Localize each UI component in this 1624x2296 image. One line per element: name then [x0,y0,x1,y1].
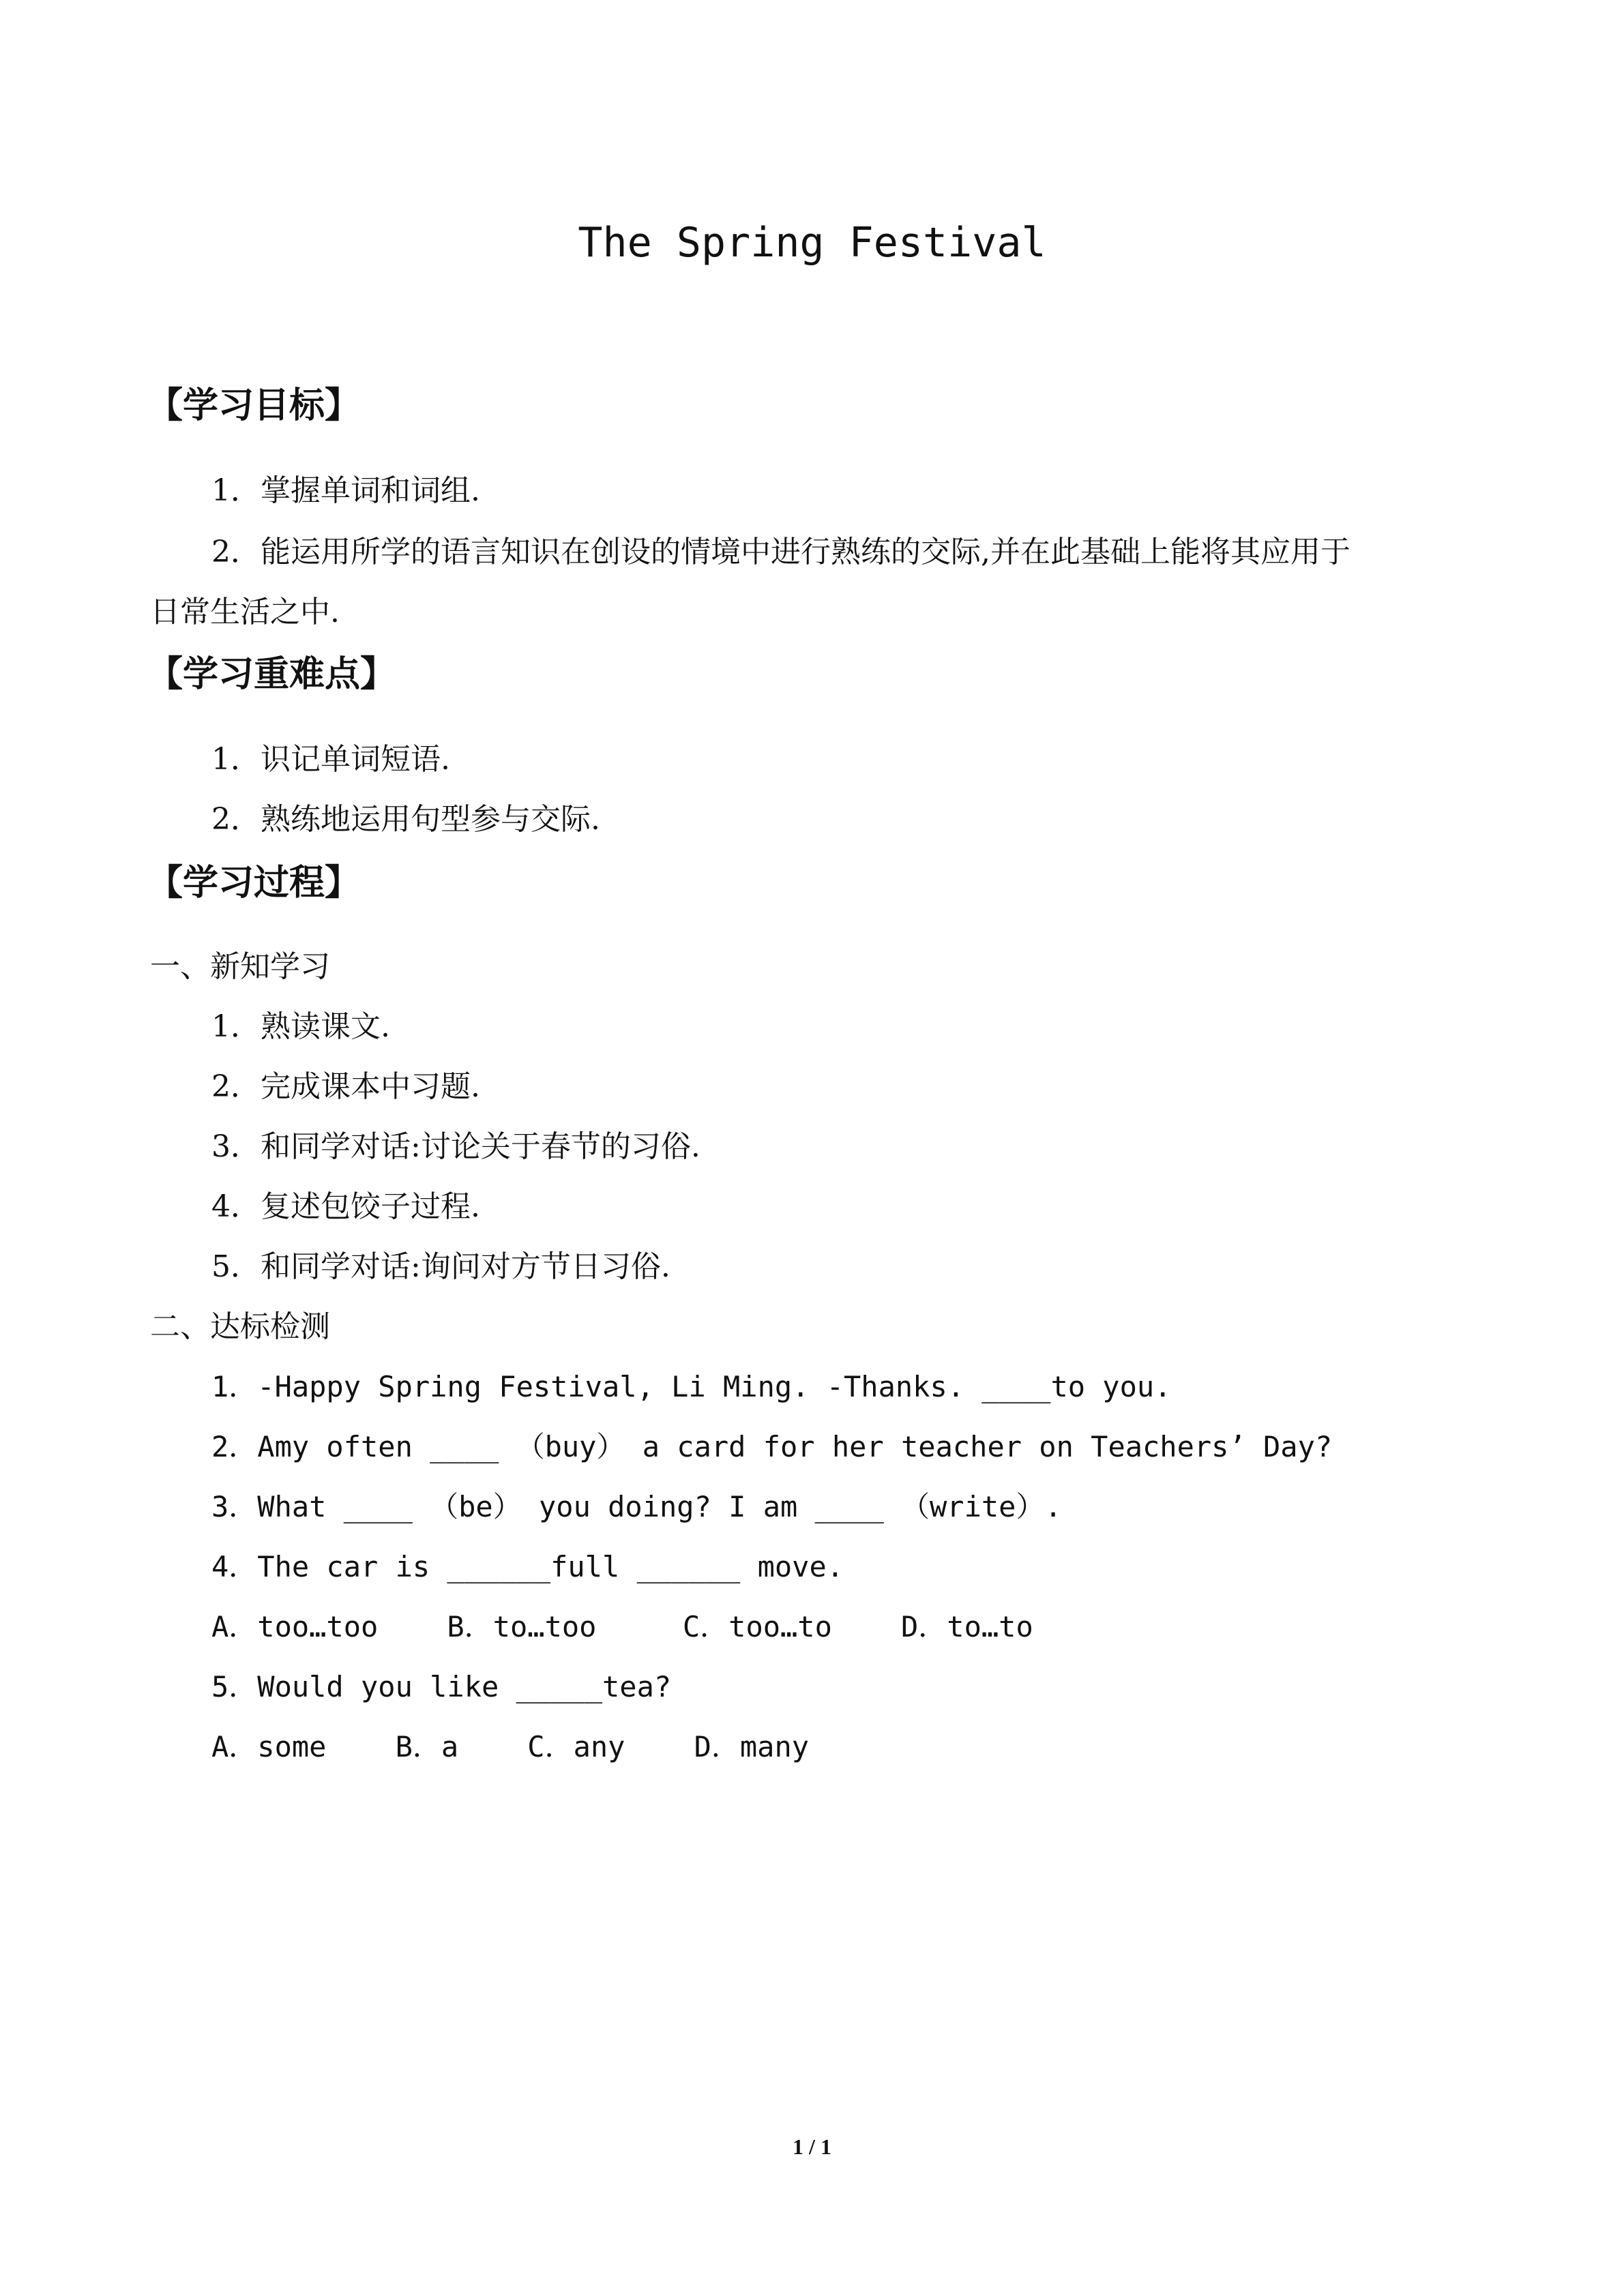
key-point-item-1: 1．识记单词短语. [211,742,450,777]
key-point-item-2: 2．熟练地运用句型参与交际. [211,802,600,837]
part-label-new-knowledge: 一、新知学习 [150,949,330,984]
exercise-item-5-options: A．some B．a C．any D．many [211,1730,810,1763]
exercise-item-4: 4．The car is ______full ______ move. [211,1550,844,1583]
new-knowledge-item-2: 2．完成课本中习题. [211,1069,480,1104]
section-heading-goals: 【学习目标】 [147,385,361,426]
part-label-assessment: 二、达标检测 [150,1309,330,1344]
section-heading-process: 【学习过程】 [147,863,361,904]
section-heading-key-points: 【学习重难点】 [147,654,396,695]
new-knowledge-item-3: 3．和同学对话:讨论关于春节的习俗. [211,1129,700,1164]
exercise-item-1: 1．-Happy Spring Festival, Li Ming. -Thanks. ____to you. [211,1370,1172,1403]
new-knowledge-item-5: 5．和同学对话:询问对方节日习俗. [211,1249,670,1284]
goal-item-1: 1．掌握单词和词组. [211,473,480,508]
page-number: 1 / 1 [793,2134,831,2159]
document-title: The Spring Festival [578,219,1046,267]
new-knowledge-item-4: 4．复述包饺子过程. [211,1189,480,1224]
exercise-item-2: 2．Amy often ____ （buy） a card for her teacher on Teachers’ Day? [211,1430,1333,1463]
exercise-item-5: 5．Would you like _____tea? [211,1670,672,1703]
goal-item-2: 2．能运用所学的语言知识在创设的情境中进行熟练的交际,并在此基础上能将其应用于 [211,535,1350,569]
exercise-item-4-options: A．too…too B．to…too C．too…to D．to…to [211,1610,1033,1643]
new-knowledge-item-1: 1．熟读课文. [211,1009,390,1044]
exercise-item-3: 3．What ____ （be） you doing? I am ____ （write）. [211,1490,1062,1523]
goal-item-2-continued: 日常生活之中. [150,595,340,629]
